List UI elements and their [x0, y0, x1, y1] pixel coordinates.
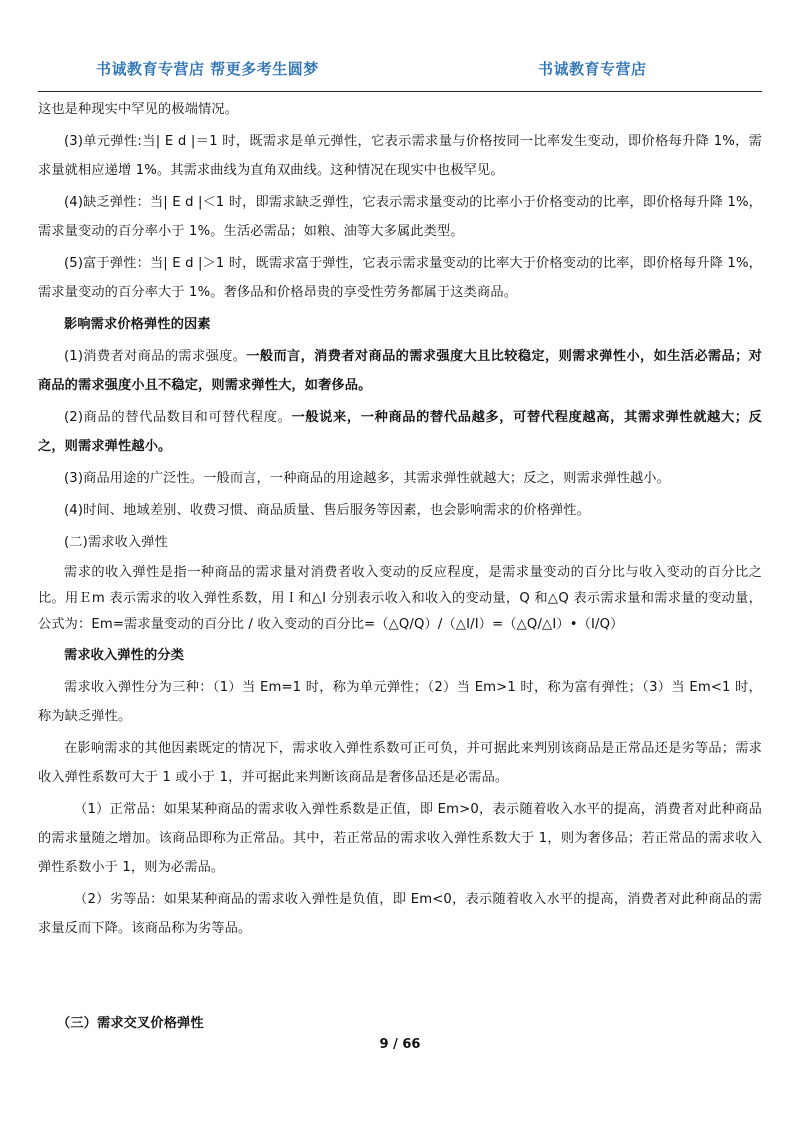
- paragraph-unit-elasticity: (3)单元弹性:当| E d |＝1 时，既需求是单元弹性，它表示需求量与价格按同一比率发生变动，即价格每升降 1%，需求量就相应递增 1%。其需求曲线为直角双曲线。这种情况在现实中也极罕见。: [38, 134, 762, 178]
- factor-2-text: (2)商品的替代品数目和可替代程度。: [64, 410, 292, 425]
- paragraph-inferior-goods: （2）劣等品：如果某种商品的需求收入弹性是负值，即 Em<0，表示随着收入水平的提高，消费者对此种商品的需求量反而下降。该商品称为劣等品。: [38, 892, 762, 936]
- paragraph-three-types: 需求收入弹性分为三种：（1）当 Em=1 时，称为单元弹性；（2）当 Em>1 时，称为富有弹性；（3）当 Em<1 时，称为缺乏弹性。: [38, 680, 762, 724]
- paragraph-inelastic: (4)缺乏弹性：当| E d |＜1 时，即需求缺乏弹性，它表示需求量变动的比率小于价格变动的比率，即价格每升降 1%，需求量变动的百分率小于 1%。生活必需品；如粮、油等大多属此类型。: [38, 195, 762, 239]
- paragraph-intro-tail: 这也是种现实中罕见的极端情况。: [38, 102, 239, 117]
- heading-income-elasticity-classification: 需求收入弹性的分类: [64, 648, 185, 663]
- section-income-elasticity: (二)需求收入弹性: [64, 535, 168, 550]
- factor-demand-intensity: [38, 342, 762, 400]
- factor-1-text: (1)消费者对商品的需求强度。: [64, 349, 247, 364]
- page-header: [38, 0, 762, 92]
- header-right-title: 书诚教育专营店: [538, 60, 647, 78]
- factor-1-bold: 一般而言，消费者对商品的需求强度大且比较稳定，则需求弹性小，如生活必需品；对商品的需求强度小且不稳定，则需求弹性大，如奢侈品。: [38, 349, 762, 393]
- heading-price-elasticity-factors: 影响需求价格弹性的因素: [64, 317, 211, 332]
- factor-usage-range: (3)商品用途的广泛性。一般而言，一种商品的用途越多，其需求弹性就越大；反之，则需求弹性越小。: [64, 471, 670, 486]
- factor-substitutes: [38, 403, 762, 461]
- page-number: 9 / 66: [379, 1037, 421, 1052]
- header-left-title: 书诚教育专营店 帮更多考生圆梦: [96, 60, 319, 78]
- document-body: [38, 95, 762, 946]
- factor-2-bold: 一般说来，一种商品的替代品越多，可替代程度越高，其需求弹性就越大；反之，则需求弹性越小。: [38, 410, 762, 454]
- paragraph-income-elasticity-definition: 需求的收入弹性是指一种商品的需求量对消费者收入变动的反应程度，是需求量变动的百分比与收入变动的百分比之比。用Ｅm 表示需求的收入弹性系数，用Ｉ和△I 分别表示收入和收入的变动量，Q 和△Q 表示需求量和需求量的变动量，公式为：Em=需求量变动的百分比 / 收入变动的百分比=（△Q/Q）/（△I/I）=（△Q/△I）•（I/Q）: [38, 565, 762, 632]
- factor-other: (4)时间、地域差别、收费习惯、商品质量、售后服务等因素，也会影响需求的价格弹性。: [64, 503, 590, 518]
- paragraph-sign-of-coefficient: 在影响需求的其他因素既定的情况下，需求收入弹性系数可正可负，并可据此来判别该商品是正常品还是劣等品；需求收入弹性系数可大于 1 或小于 1，并可据此来判断该商品是奢侈品还是必需品。: [38, 741, 762, 785]
- paragraph-elastic: (5)富于弹性：当| E d |＞1 时，既需求富于弹性，它表示需求量变动的比率大于价格变动的比率，即价格每升降 1%，需求量变动的百分率大于 1%。奢侈品和价格昂贵的享受性劳务都属于这类商品。: [38, 256, 762, 300]
- section-cross-price-elasticity: （三）需求交叉价格弹性: [57, 1016, 204, 1031]
- paragraph-normal-goods: （1）正常品：如果某种商品的需求收入弹性系数是正值，即 Em>0，表示随着收入水平的提高，消费者对此种商品的需求量随之增加。该商品即称为正常品。其中，若正常品的需求收入弹性系数大于 1，则为奢侈品；若正常品的需求收入弹性系数小于 1，则为必需品。: [38, 802, 762, 875]
